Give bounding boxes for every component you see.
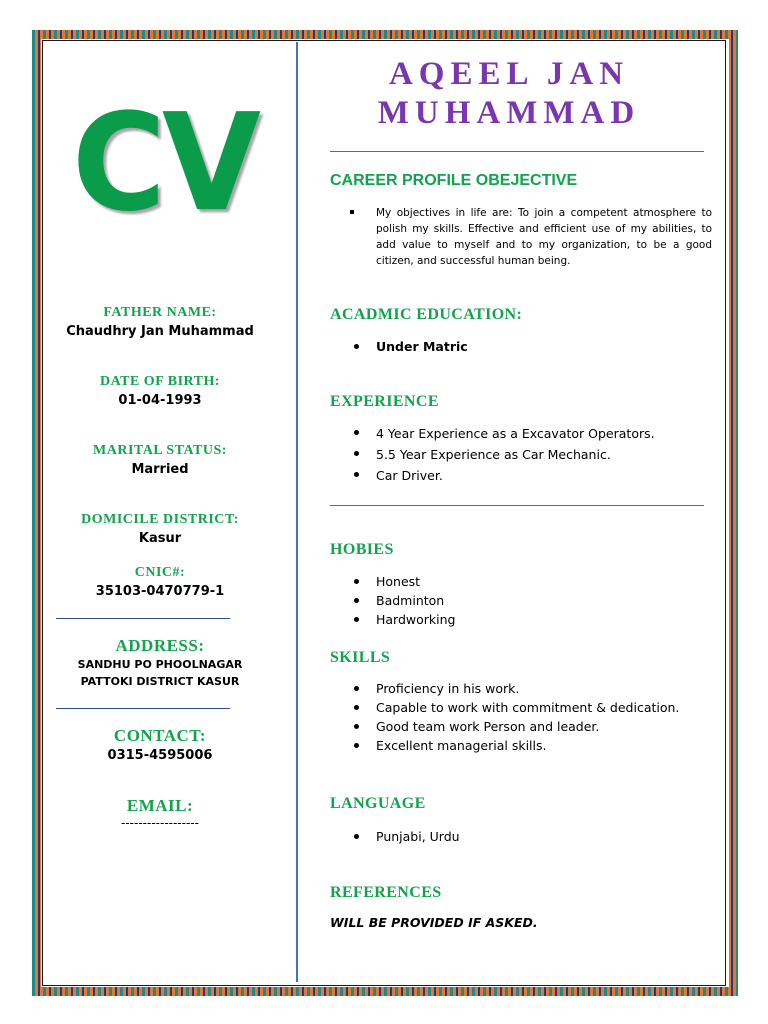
list-item: Good team work Person and leader. (354, 717, 679, 736)
skills-list (354, 679, 679, 755)
personal-info-column (44, 42, 276, 982)
list-item: 5.5 Year Experience as Car Mechanic. (354, 444, 655, 465)
address-line-2: PATTOKI DISTRICT KASUR (80, 675, 240, 688)
candidate-name (300, 55, 718, 133)
name-line-2: MUHAMMAD (377, 95, 641, 131)
education-list (354, 337, 468, 356)
list-item: 4 Year Experience as a Excavator Operators. (354, 423, 655, 444)
list-item: Excellent managerial skills. (354, 736, 679, 755)
address-line-1: SANDHU PO PHOOLNAGAR (77, 658, 243, 671)
left-divider (56, 708, 230, 709)
email-value: ------------------ (121, 816, 199, 830)
language-list (354, 827, 460, 846)
address-label: ADDRESS: (115, 636, 205, 655)
domicile-value: Kasur (138, 531, 182, 546)
domicile-label: DOMICILE DISTRICT: (81, 512, 239, 527)
father-name-value: Chaudhry Jan Muhammad (66, 324, 254, 339)
marital-status-label: MARITAL STATUS: (93, 443, 227, 458)
hobbies-list (354, 572, 456, 629)
cv-logo: CV (72, 85, 257, 242)
objective-heading: CAREER PROFILE OBEJECTIVE (330, 172, 578, 189)
dob-label: DATE OF BIRTH: (99, 374, 221, 389)
column-divider (296, 42, 298, 982)
objective-text: My objectives in life are: To join a competent atmosphere to polish my skills. Effective and efficient use of my abilities, to add value to myself and to my organization, to be a good citizen, and successful human being. (376, 207, 712, 267)
cnic-value: 35103-0470779-1 (95, 584, 225, 599)
section-divider (330, 505, 704, 506)
education-heading: ACADMIC EDUCATION: (330, 306, 523, 323)
list-item: Under Matric (354, 337, 468, 356)
email-label: EMAIL: (126, 796, 194, 815)
list-item: Capable to work with commitment & dedication. (354, 698, 679, 717)
list-item: Badminton (354, 591, 456, 610)
skills-heading: SKILLS (330, 649, 391, 666)
list-item: Punjabi, Urdu (354, 827, 460, 846)
marital-status-value: Married (131, 462, 189, 477)
list-item: Honest (354, 572, 456, 591)
references-heading: REFERENCES (330, 884, 442, 901)
father-name-label: FATHER NAME: (103, 305, 217, 320)
experience-heading: EXPERIENCE (330, 393, 439, 410)
list-item: Car Driver. (354, 465, 655, 486)
hobbies-heading: HOBIES (330, 541, 394, 558)
left-divider (56, 618, 230, 619)
objective-text-block (358, 205, 712, 269)
experience-list (354, 423, 655, 486)
contact-value: 0315-4595006 (107, 748, 213, 763)
header-divider (330, 151, 704, 152)
dob-value: 01-04-1993 (118, 393, 202, 408)
language-heading: LANGUAGE (330, 795, 426, 812)
cnic-label: CNIC#: (134, 565, 186, 580)
square-bullet-icon (350, 210, 354, 214)
list-item: Hardworking (354, 610, 456, 629)
name-line-1: AQEEL JAN (388, 56, 630, 92)
contact-label: CONTACT: (113, 726, 207, 745)
references-text: WILL BE PROVIDED IF ASKED. (330, 915, 538, 930)
list-item: Proficiency in his work. (354, 679, 679, 698)
